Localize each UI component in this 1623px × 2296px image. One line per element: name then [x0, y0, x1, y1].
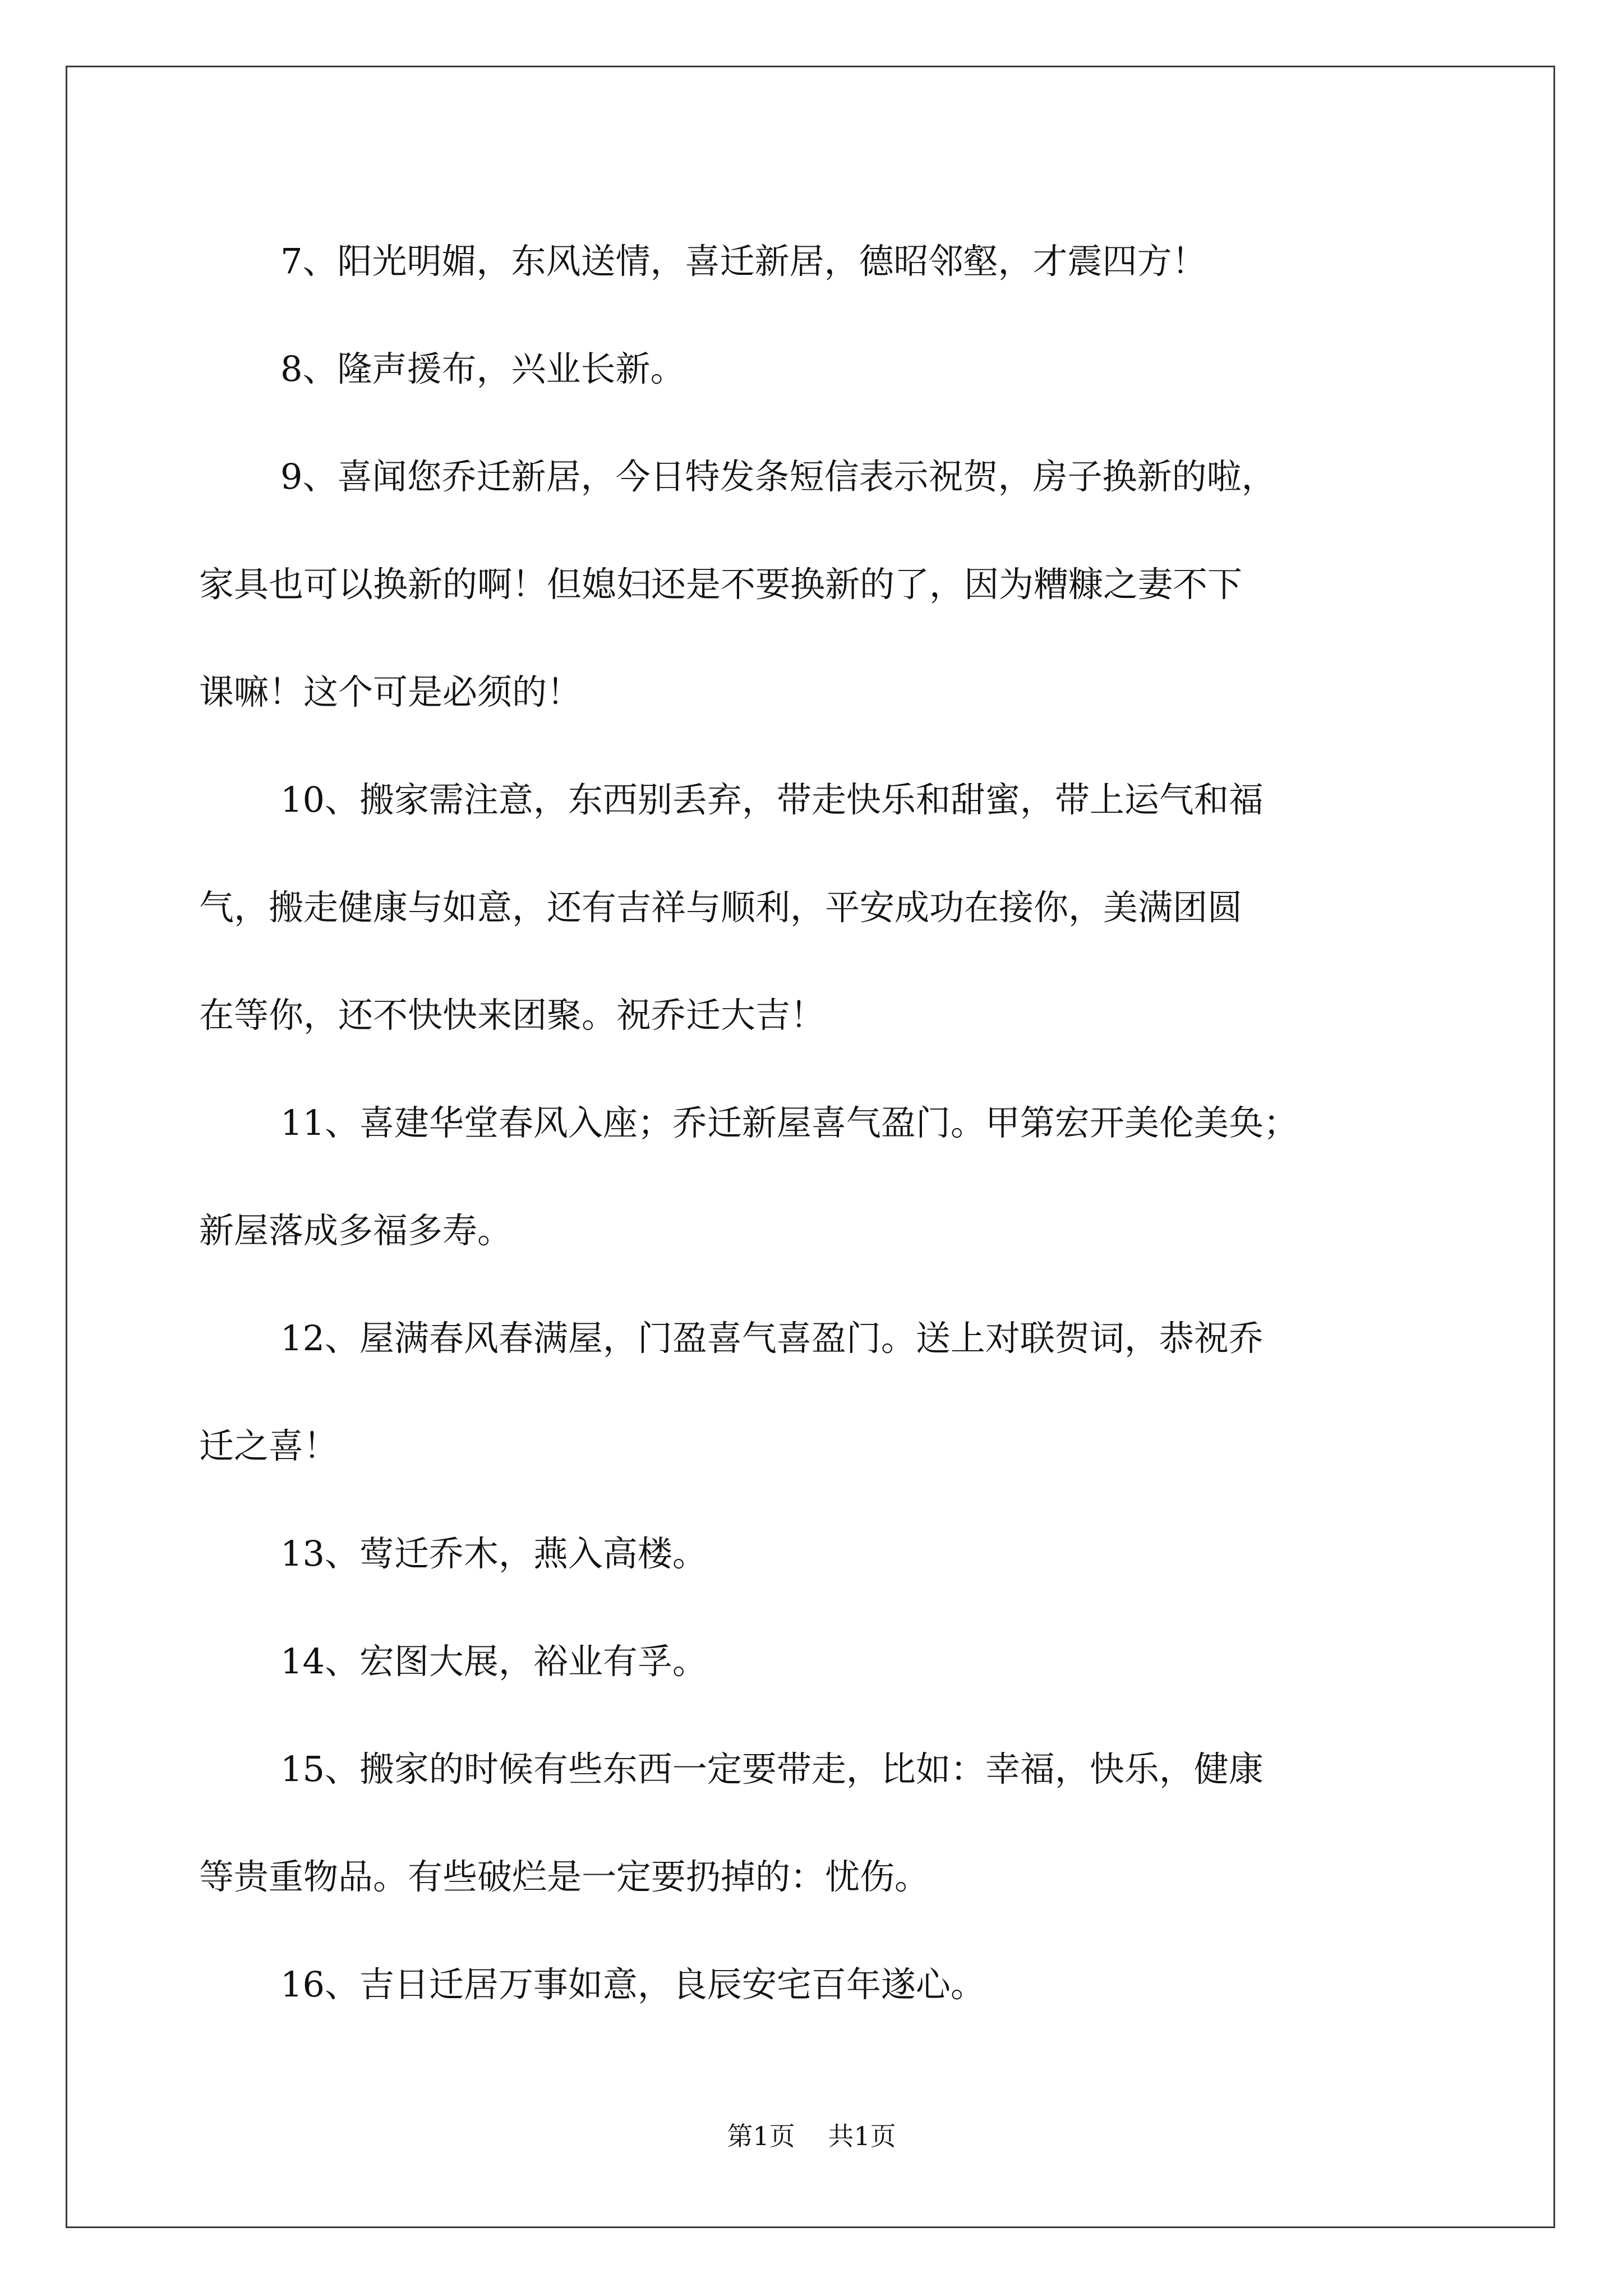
paragraph-14 [199, 1608, 1433, 1715]
paragraph-line: 14、宏图大展，裕业有孚。 [280, 1641, 707, 1682]
paragraph-line: 新屋落成多福多寿。 [199, 1210, 513, 1251]
paragraph-line: 课嘛！这个可是必须的！ [199, 671, 582, 712]
page-footer [0, 2116, 1623, 2153]
paragraph-line: 在等你，还不快快来团聚。祝乔迁大吉！ [199, 995, 826, 1036]
page-number: 第1页 [727, 2121, 795, 2151]
paragraph-11 [199, 1069, 1433, 1285]
paragraph-line: 10、搬家需注意，东西别丢弃，带走快乐和甜蜜，带上运气和福 [280, 779, 1264, 820]
paragraph-line: 12、屋满春风春满屋，门盈喜气喜盈门。送上对联贺词，恭祝乔 [280, 1318, 1264, 1359]
paragraph-line: 13、莺迁乔木，燕入高楼。 [280, 1533, 707, 1574]
paragraph-7 [199, 208, 1433, 315]
paragraph-line: 家具也可以换新的啊！但媳妇还是不要换新的了，因为糟糠之妻不下 [199, 564, 1243, 605]
paragraph-line: 7、阳光明媚，东风送情，喜迁新居，德昭邻壑，才震四方！ [280, 241, 1207, 282]
paragraph-line: 15、搬家的时候有些东西一定要带走，比如：幸福，快乐，健康 [280, 1749, 1264, 1789]
paragraph-9 [199, 423, 1433, 746]
document-body [199, 208, 1433, 2039]
paragraph-line: 气，搬走健康与如意，还有吉祥与顺利，平安成功在接你，美满团圆 [199, 887, 1243, 928]
paragraph-13 [199, 1500, 1433, 1608]
paragraph-line: 9、喜闻您乔迁新居，今日特发条短信表示祝贺，房子换新的啦， [280, 456, 1276, 497]
paragraph-8 [199, 315, 1433, 423]
paragraph-10 [199, 746, 1433, 1069]
paragraph-line: 等贵重物品。有些破烂是一定要扔掉的：忧伤。 [199, 1856, 930, 1897]
paragraph-12 [199, 1285, 1433, 1500]
page-total: 共1页 [828, 2121, 896, 2151]
paragraph-15 [199, 1715, 1433, 1931]
paragraph-line: 16、吉日迁居万事如意，良辰安宅百年遂心。 [280, 1964, 985, 2005]
paragraph-16 [199, 1931, 1433, 2039]
paragraph-line: 11、喜建华堂春风入座；乔迁新屋喜气盈门。甲第宏开美伦美奂； [280, 1102, 1298, 1143]
paragraph-line: 迁之喜！ [199, 1425, 339, 1466]
paragraph-line: 8、隆声援布，兴业长新。 [280, 348, 685, 389]
